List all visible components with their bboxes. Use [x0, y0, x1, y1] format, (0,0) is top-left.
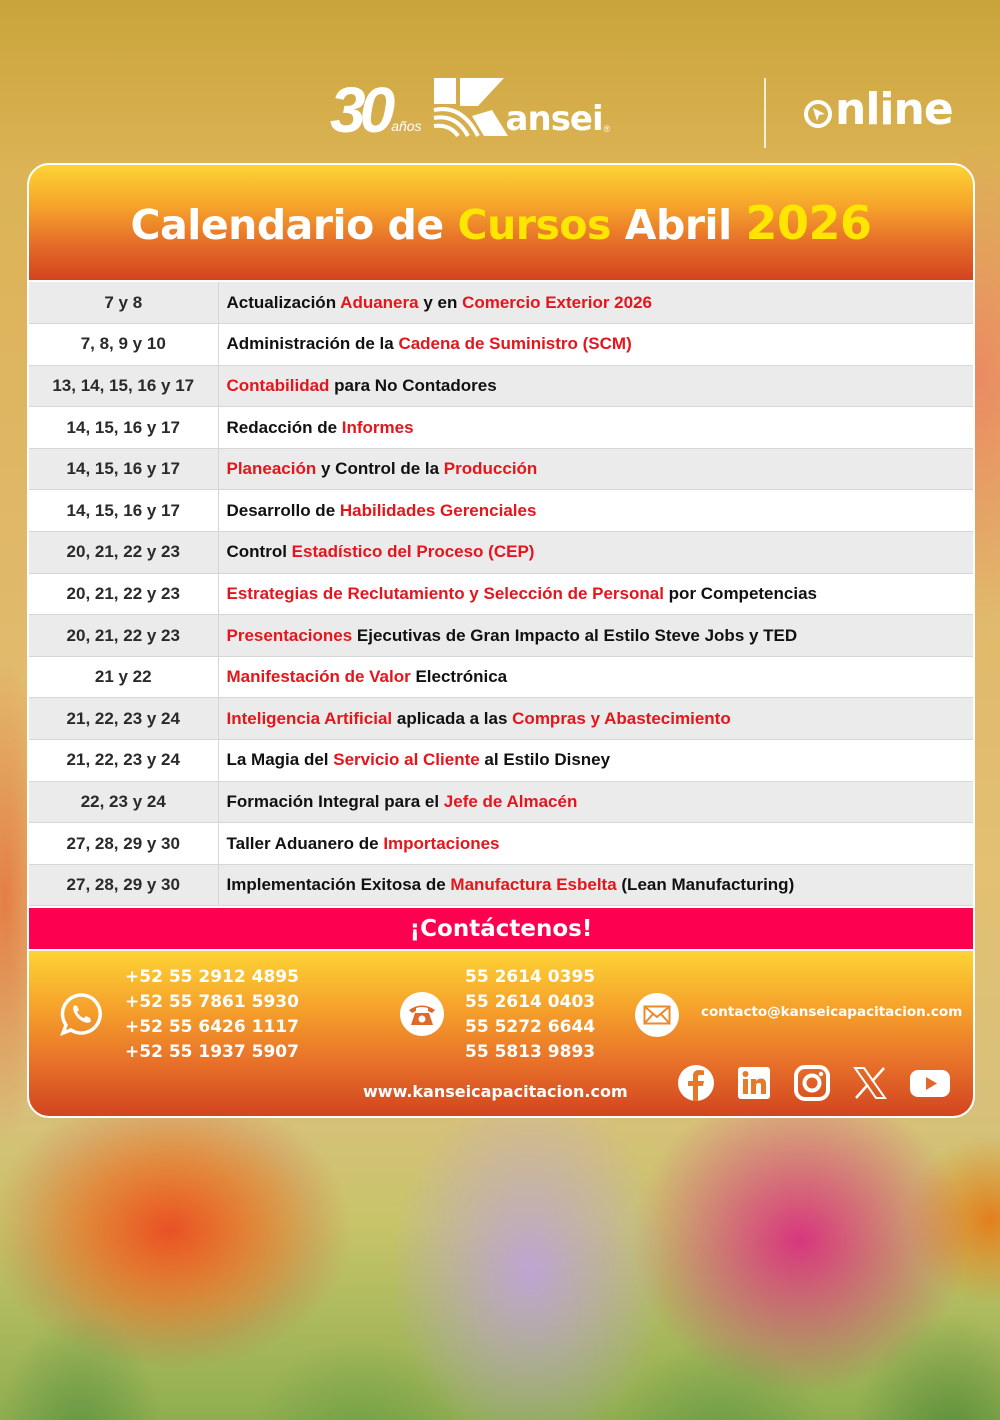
- course-title-text: aplicada a las: [392, 708, 513, 728]
- course-title-text: Implementación Exitosa de: [226, 875, 451, 895]
- course-dates: 13, 14, 15, 16 y 17: [29, 365, 218, 407]
- course-title-highlight: Manifestación de Valor: [226, 667, 411, 687]
- course-title-text: Desarrollo de: [226, 500, 340, 520]
- anniversary-number: 30: [330, 74, 390, 146]
- course-dates: 27, 28, 29 y 30: [29, 823, 218, 865]
- course-title-text: Redacción de: [226, 417, 342, 437]
- course-title-highlight: Planeación: [226, 459, 317, 479]
- course-title-highlight: Jefe de Almacén: [443, 791, 578, 811]
- brand-divider: [764, 78, 766, 148]
- whatsapp-number[interactable]: +52 55 2912 4895: [125, 967, 299, 988]
- course-title-highlight: Contabilidad: [226, 375, 330, 395]
- x-twitter-icon[interactable]: [851, 1064, 889, 1102]
- brand-name: ansei: [505, 99, 603, 139]
- online-label: nline: [835, 84, 953, 135]
- table-row: [29, 532, 973, 574]
- course-dates: 21, 22, 23 y 24: [29, 740, 218, 782]
- registered-mark: ®: [603, 124, 611, 134]
- course-title-highlight: Servicio al Cliente: [333, 750, 480, 770]
- course-title-text: para No Contadores: [329, 375, 497, 395]
- table-row: [29, 365, 973, 407]
- courses-table: [29, 282, 973, 906]
- course-title: [218, 615, 973, 657]
- table-row: [29, 740, 973, 782]
- course-title-highlight: Producción: [443, 459, 538, 479]
- background-flowers: [0, 1220, 1000, 1420]
- course-dates: 20, 21, 22 y 23: [29, 532, 218, 574]
- table-row: [29, 823, 973, 865]
- course-title-highlight: Habilidades Gerenciales: [339, 500, 537, 520]
- course-title-highlight: Informes: [341, 417, 414, 437]
- globe-cursor-icon: [803, 99, 833, 129]
- course-title: [218, 324, 973, 366]
- online-logo: [803, 84, 953, 135]
- table-row: [29, 448, 973, 490]
- whatsapp-number[interactable]: +52 55 6426 1117: [125, 1017, 299, 1038]
- anniversary-label: años: [391, 118, 422, 134]
- course-dates: 20, 21, 22 y 23: [29, 573, 218, 615]
- title-year: 2026: [745, 195, 872, 250]
- table-row: [29, 698, 973, 740]
- course-title-highlight: Estrategias de Reclutamiento y Selección de Personal: [226, 583, 664, 603]
- table-row: [29, 615, 973, 657]
- phone-numbers: [465, 965, 595, 1065]
- email-link[interactable]: contacto@kanseicapacitacion.com: [701, 1004, 963, 1021]
- course-dates: 21 y 22: [29, 656, 218, 698]
- course-title-text: Formación Integral para el: [226, 791, 444, 811]
- course-dates: 27, 28, 29 y 30: [29, 864, 218, 906]
- course-title: [218, 781, 973, 823]
- facebook-icon[interactable]: [677, 1064, 715, 1102]
- course-dates: 21, 22, 23 y 24: [29, 698, 218, 740]
- course-dates: 20, 21, 22 y 23: [29, 615, 218, 657]
- course-title: [218, 448, 973, 490]
- course-calendar-card: [27, 163, 975, 1118]
- course-title: [218, 740, 973, 782]
- table-row: [29, 656, 973, 698]
- table-row: [29, 864, 973, 906]
- course-title: [218, 407, 973, 449]
- whatsapp-number[interactable]: +52 55 1937 5907: [125, 1042, 299, 1063]
- course-title: [218, 864, 973, 906]
- course-title-text: Taller Aduanero de: [226, 833, 384, 853]
- course-title: [218, 490, 973, 532]
- course-title-highlight: Inteligencia Artificial: [226, 708, 393, 728]
- course-title-text: y en: [418, 292, 463, 312]
- course-title-text: al Estilo Disney: [479, 750, 611, 770]
- course-title-text: y Control de la: [316, 459, 444, 479]
- youtube-icon[interactable]: [909, 1064, 951, 1102]
- course-title-highlight: Aduanera: [340, 292, 419, 312]
- linkedin-icon[interactable]: [735, 1064, 773, 1102]
- table-row: [29, 573, 973, 615]
- course-title-text: por Competencias: [663, 583, 817, 603]
- course-title: [218, 573, 973, 615]
- phone-number[interactable]: 55 2614 0403: [465, 992, 596, 1013]
- whatsapp-number[interactable]: +52 55 7861 5930: [125, 992, 299, 1013]
- course-title: [218, 656, 973, 698]
- table-row: [29, 324, 973, 366]
- course-title-highlight: Importaciones: [383, 833, 500, 853]
- course-title-text: Administración de la: [226, 334, 399, 354]
- course-title-highlight: Comercio Exterior 2026: [462, 292, 652, 312]
- email-icon: [635, 993, 679, 1037]
- whatsapp-numbers: [125, 965, 299, 1065]
- course-title-highlight: Estadístico del Proceso (CEP): [291, 542, 535, 562]
- course-dates: 14, 15, 16 y 17: [29, 407, 218, 449]
- contact-section: [29, 951, 973, 1118]
- table-row: [29, 407, 973, 449]
- whatsapp-icon: [59, 991, 105, 1037]
- kansei-k-icon: [432, 76, 510, 138]
- kansei-logo: [330, 62, 611, 146]
- course-title-highlight: Compras y Abastecimiento: [512, 708, 731, 728]
- course-dates: 22, 23 y 24: [29, 781, 218, 823]
- course-dates: 7 y 8: [29, 282, 218, 324]
- course-dates: 14, 15, 16 y 17: [29, 490, 218, 532]
- contact-heading: ¡Contáctenos!: [409, 915, 593, 942]
- course-title-text: La Magia del: [226, 750, 334, 770]
- course-title: [218, 823, 973, 865]
- table-row: [29, 490, 973, 532]
- course-title-text: Ejecutivas de Gran Impacto al Estilo Steve Jobs y TED: [352, 625, 798, 645]
- social-links: [677, 1064, 951, 1102]
- course-title: [218, 365, 973, 407]
- title-text: Calendario de: [130, 200, 458, 249]
- course-title-highlight: Presentaciones: [226, 625, 353, 645]
- course-dates: 14, 15, 16 y 17: [29, 448, 218, 490]
- course-title-highlight: Manufactura Esbelta: [450, 875, 617, 895]
- instagram-icon[interactable]: [793, 1064, 831, 1102]
- contact-heading-bar: [29, 906, 973, 951]
- website-link[interactable]: www.kanseicapacitacion.com: [363, 1082, 628, 1102]
- telephone-icon: [400, 992, 444, 1036]
- course-title-text: Control: [226, 542, 292, 562]
- course-title-text: Actualización: [226, 292, 341, 312]
- course-title-text: (Lean Manufacturing): [616, 875, 795, 895]
- phone-number[interactable]: 55 2614 0395: [465, 967, 596, 988]
- calendar-header: [29, 165, 973, 282]
- course-dates: 7, 8, 9 y 10: [29, 324, 218, 366]
- table-row: [29, 282, 973, 324]
- title-month: Abril: [610, 200, 746, 249]
- table-row: [29, 781, 973, 823]
- course-title-highlight: Cadena de Suministro (SCM): [398, 334, 632, 354]
- course-title: [218, 282, 973, 324]
- page-title: [131, 196, 872, 250]
- phone-number[interactable]: 55 5813 9893: [465, 1042, 596, 1063]
- title-highlight: Cursos: [457, 200, 611, 249]
- course-title: [218, 698, 973, 740]
- course-title-text: Electrónica: [410, 667, 508, 687]
- phone-number[interactable]: 55 5272 6644: [465, 1017, 596, 1038]
- course-title: [218, 532, 973, 574]
